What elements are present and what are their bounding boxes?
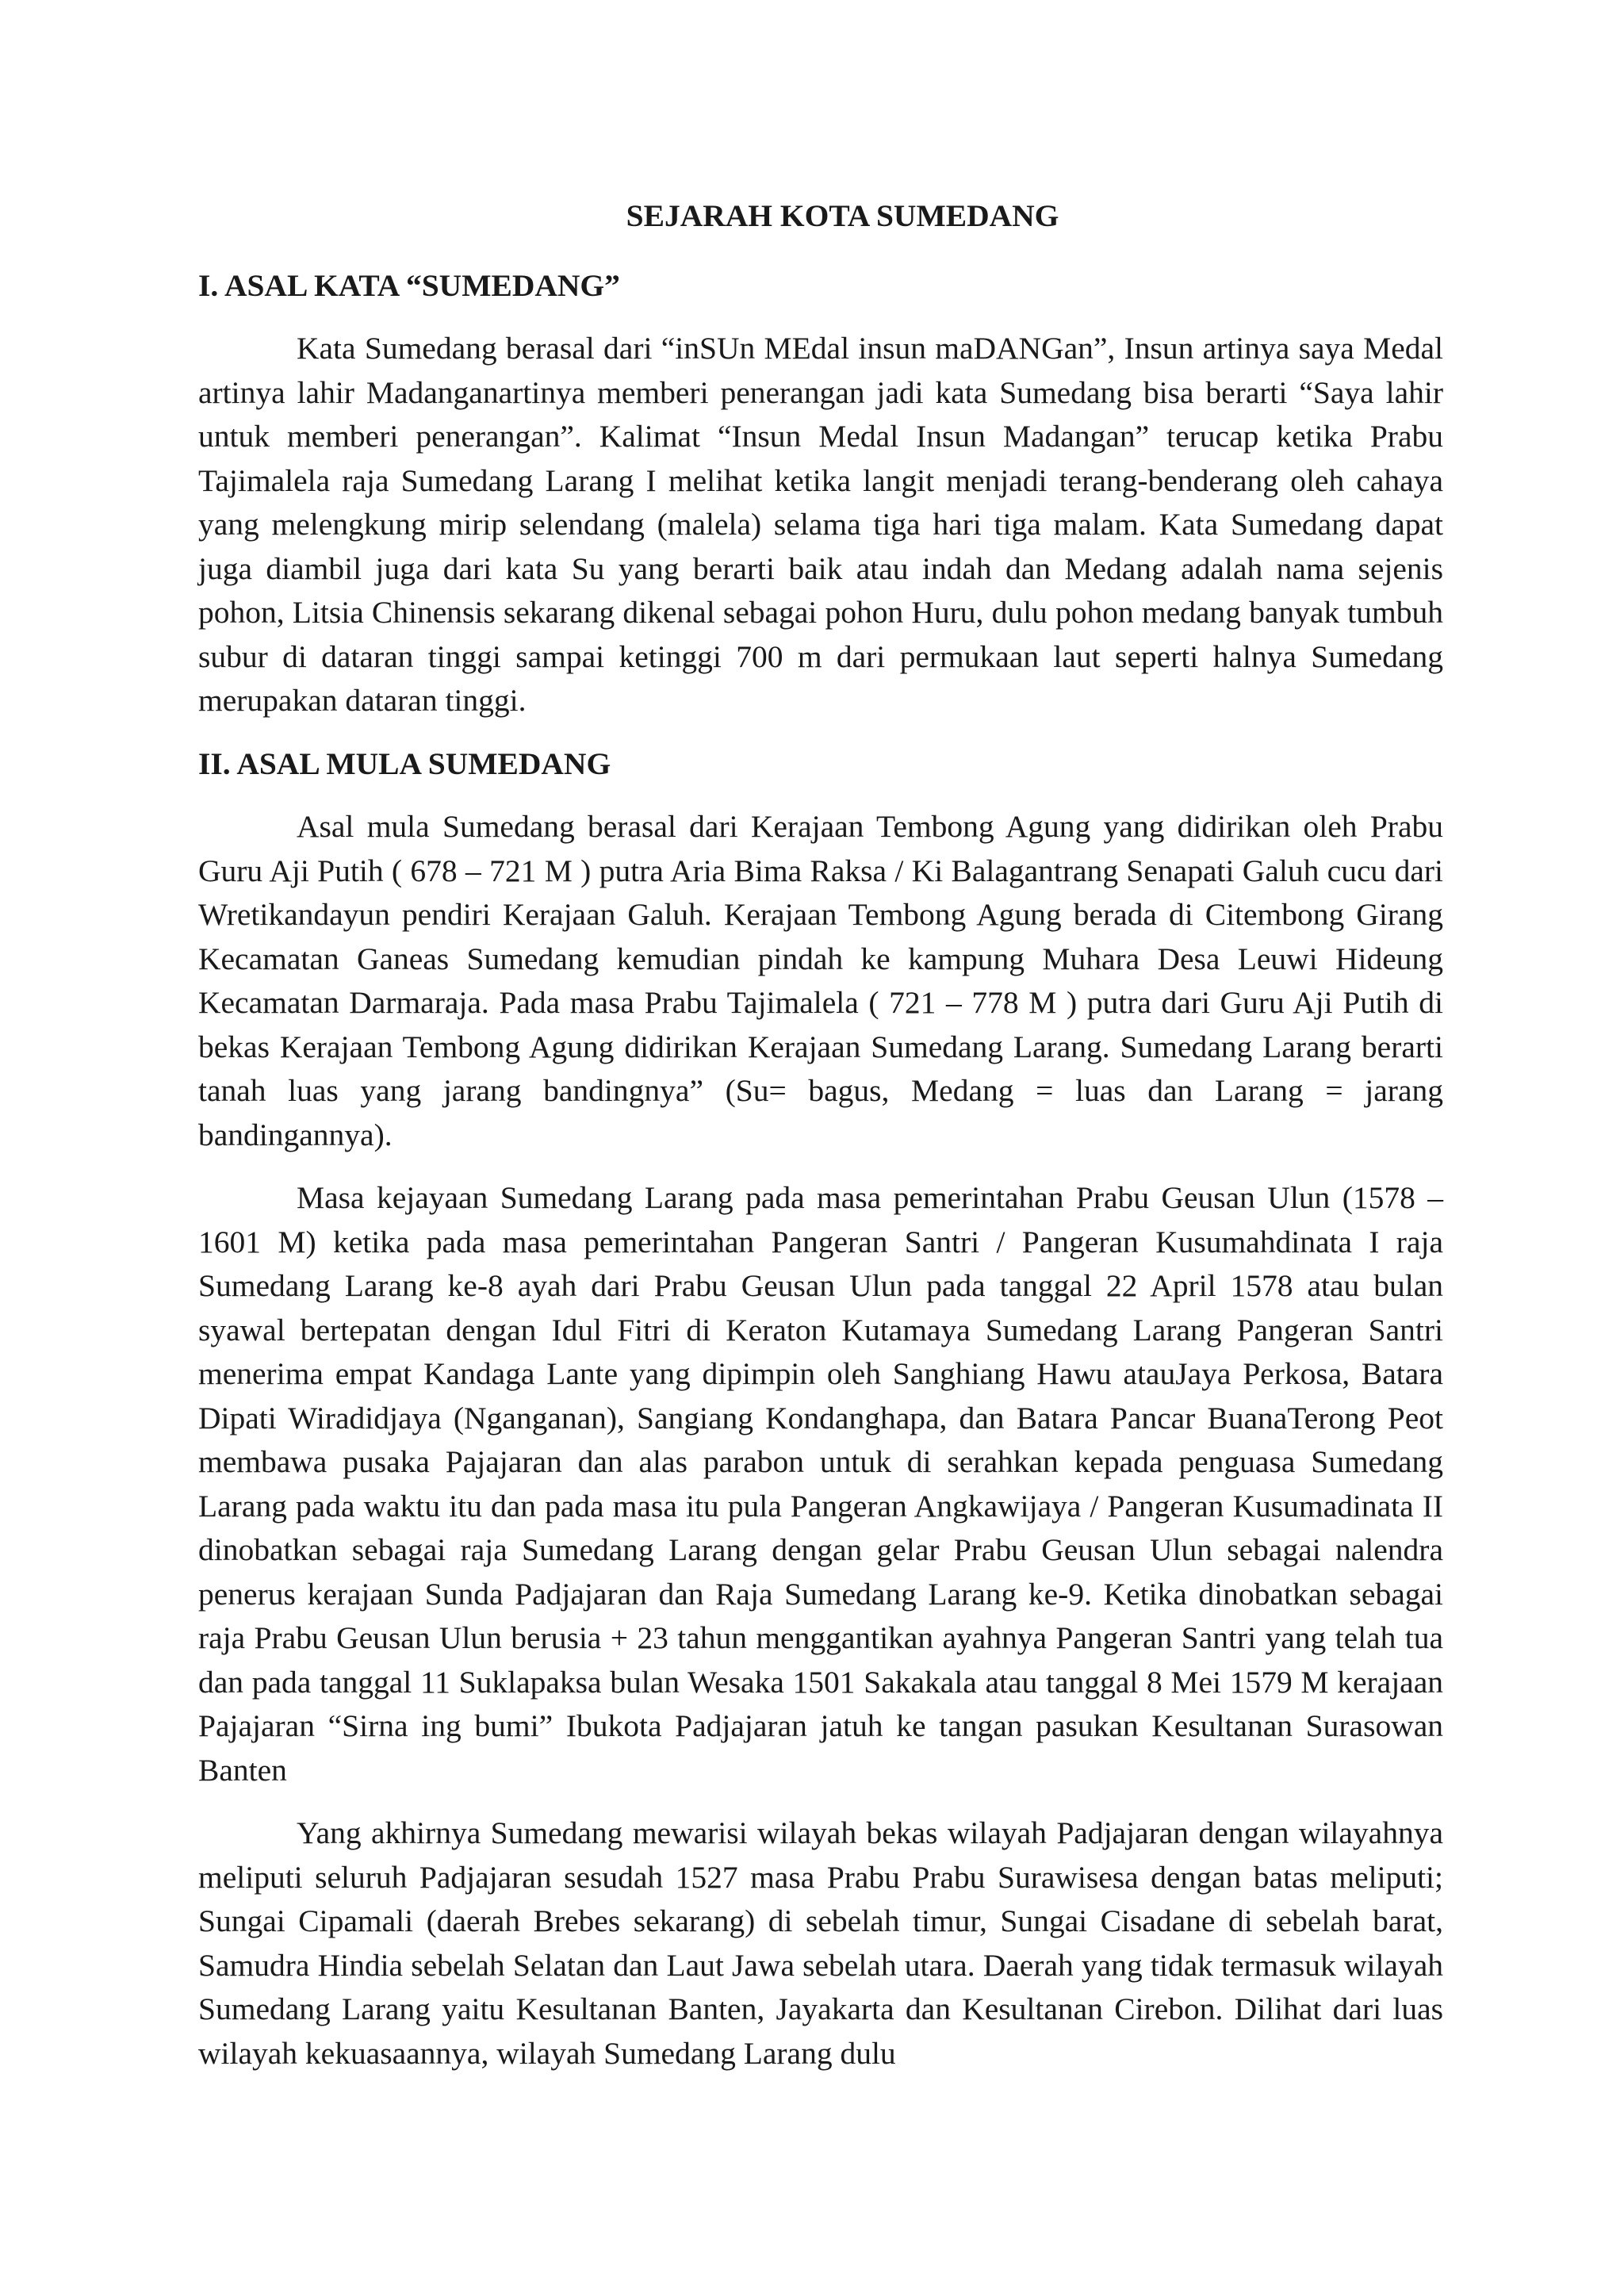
paragraph: Kata Sumedang berasal dari “inSUn MEdal insun maDANGan”, Insun artinya saya Medal artinya lahir Madanganartinya memberi penerangan jadi kata Sumedang bisa berarti “Saya lahir untuk memberi penerangan”. Kalimat “Insun Medal Insun Madangan” terucap ketika Prabu Tajimalela raja Sumedang Larang I melihat ketika langit menjadi terang-benderang oleh cahaya yang melengkung mirip selendang (malela) selama tiga hari tiga malam. Kata Sumedang dapat juga diambil juga dari kata Su yang berarti baik atau indah dan Medang adalah nama sejenis pohon, Litsia Chinensis sekarang dikenal sebagai pohon Huru, dulu pohon medang banyak tumbuh subur di dataran tinggi sampai ketinggi 700 m dari permukaan laut seperti halnya Sumedang merupakan dataran tinggi.	[198, 331, 1443, 718]
section-heading: II. ASAL MULA SUMEDANG	[198, 746, 611, 781]
paragraph: Yang akhirnya Sumedang mewarisi wilayah bekas wilayah Padjajaran dengan wilayahnya meliputi seluruh Padjajaran sesudah 1527 masa Prabu Prabu Surawisesa dengan batas meliputi; Sungai Cipamali (daerah Brebes sekarang) di sebelah timur, Sungai Cisadane di sebelah barat, Samudra Hindia sebelah Selatan dan Laut Jawa sebelah utara. Daerah yang tidak termasuk wilayah Sumedang Larang yaitu Kesultanan Banten, Jayakarta dan Kesultanan Cirebon. Dilihat dari luas wilayah kekuasaannya, wilayah Sumedang Larang dulu	[198, 1815, 1443, 2071]
document-page	[198, 194, 1443, 2095]
paragraph: Masa kejayaan Sumedang Larang pada masa pemerintahan Prabu Geusan Ulun (1578 – 1601 M) ketika pada masa pemerintahan Pangeran Santri / Pangeran Kusumahdinata I raja Sumedang Larang ke-8 ayah dari Prabu Geusan Ulun pada tanggal 22 April 1578 atau bulan syawal bertepatan dengan Idul Fitri di Keraton Kutamaya Sumedang Larang Pangeran Santri menerima empat Kandaga Lante yang dipimpin oleh Sanghiang Hawu atauJaya Perkosa, Batara Dipati Wiradidjaya (Nganganan), Sangiang Kondanghapa, dan Batara Pancar BuanaTerong Peot membawa pusaka Pajajaran dan alas parabon untuk di serahkan kepada penguasa Sumedang Larang pada waktu itu dan pada masa itu pula Pangeran Angkawijaya / Pangeran Kusumadinata II dinobatkan sebagai raja Sumedang Larang dengan gelar Prabu Geusan Ulun sebagai nalendra penerus kerajaan Sunda Padjajaran dan Raja Sumedang Larang ke-9. Ketika dinobatkan sebagai raja Prabu Geusan Ulun berusia + 23 tahun menggantikan ayahnya Pangeran Santri yang telah tua dan pada tanggal 11 Suklapaksa bulan Wesaka 1501 Sakakala atau tanggal 8 Mei 1579 M kerajaan Pajajaran “Sirna ing bumi” Ibukota Padjajaran jatuh ke tangan pasukan Kesultanan Surasowan Banten	[198, 1180, 1443, 1788]
section-asal-kata	[198, 264, 1443, 723]
paragraph: Asal mula Sumedang berasal dari Kerajaan Tembong Agung yang didirikan oleh Prabu Guru Aji Putih ( 678 – 721 M ) putra Aria Bima Raksa / Ki Balagantrang Senapati Galuh cucu dari Wretikandayun pendiri Kerajaan Galuh. Kerajaan Tembong Agung berada di Citembong Girang Kecamatan Ganeas Sumedang kemudian pindah ke kampung Muhara Desa Leuwi Hideung Kecamatan Darmaraja. Pada masa Prabu Tajimalela ( 721 – 778 M ) putra dari Guru Aji Putih di bekas Kerajaan Tembong Agung didirikan Kerajaan Sumedang Larang. Sumedang Larang berarti tanah luas yang jarang bandingnya” (Su= bagus, Medang = luas dan Larang = jarang bandingannya).	[198, 809, 1443, 1152]
section-heading: I. ASAL KATA “SUMEDANG”	[198, 267, 620, 303]
section-asal-mula	[198, 742, 1443, 2076]
document-title: SEJARAH KOTA SUMEDANG	[626, 198, 1059, 233]
